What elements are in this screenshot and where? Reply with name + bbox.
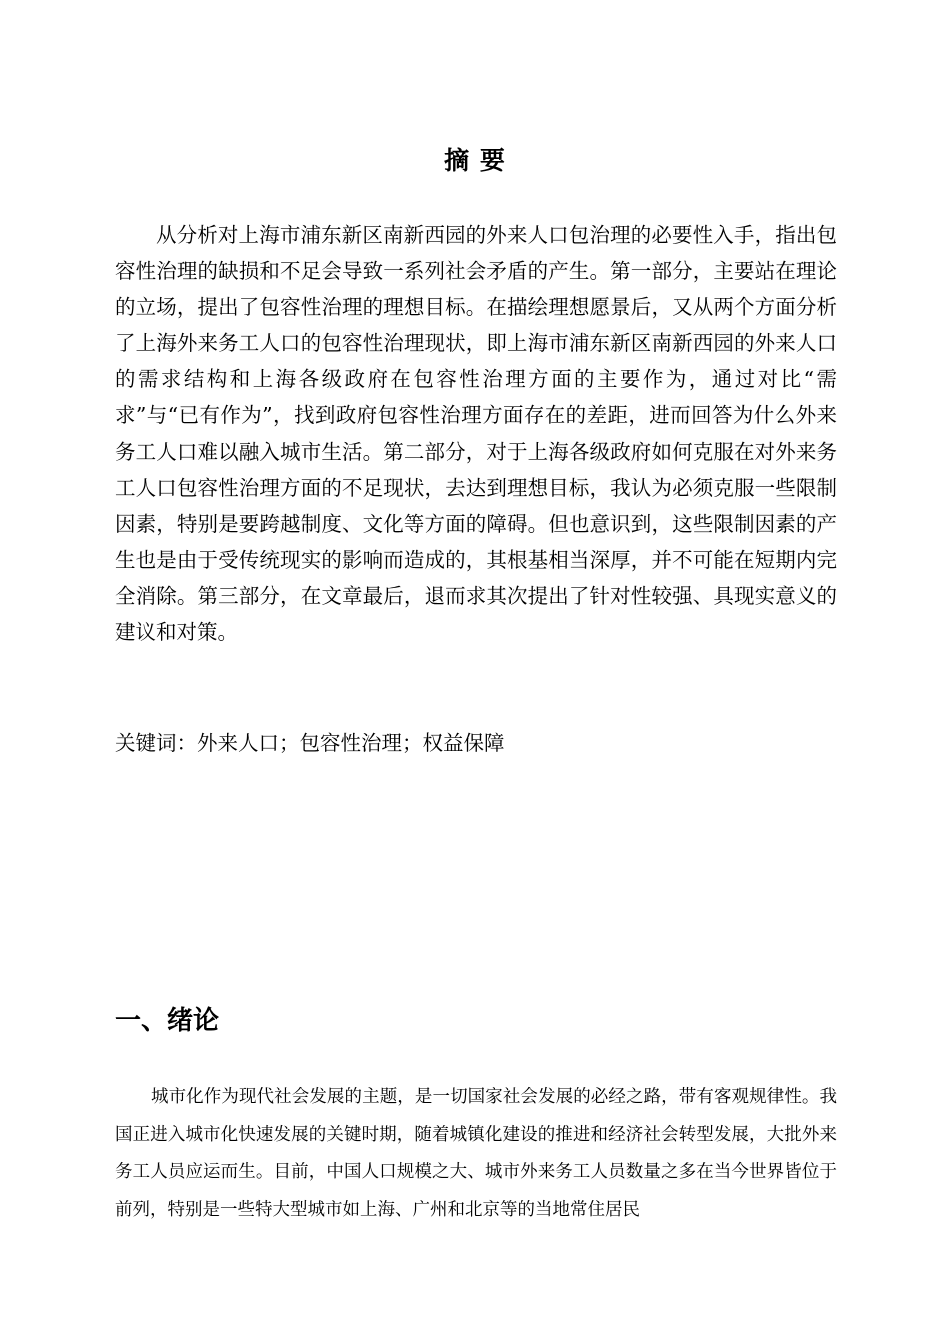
abstract-title: 摘 要: [444, 146, 506, 175]
keywords-value: 外来人口；包容性治理；权益保障: [197, 731, 505, 755]
keywords-label: 关键词：: [115, 731, 197, 755]
abstract-body: 从分析对上海市浦东新区南新西园的外来人口包治理的必要性入手，指出包容性治理的缺损和不足会导致一系列社会矛盾的产生。第一部分，主要站在理论的立场，提出了包容性治理的理想目标。在描绘理想愿景后，又从两个方面分析了上海外来务工人口的包容性治理现状，即上海市浦东新区南新西园的外来人口的需求结构和上海各级政府在包容性治理方面的主要作为，通过对比“需求”与“已有作为”，找到政府包容性治理方面存在的差距，进而回答为什么外来务工人口难以融入城市生活。第二部分，对于上海各级政府如何克服在对外来务工人口包容性治理方面的不足现状，去达到理想目标，我认为必须克服一些限制因素，特别是要跨越制度、文化等方面的障碍。但也意识到，这些限制因素的产生也是由于受传统现实的影响而造成的，其根基相当深厚，并不可能在短期内完全消除。第三部分，在文章最后，退而求其次提出了针对性较强、具现实意义的建议和对策。: [115, 223, 837, 645]
keywords-line: [115, 725, 837, 761]
introduction-body: 城市化作为现代社会发展的主题，是一切国家社会发展的必经之路，带有客观规律性。我国正进入城市化快速发展的关键时期，随着城镇化建设的推进和经济社会转型发展，大批外来务工人员应运而生。目前，中国人口规模之大、城市外来务工人员数量之多在当今世界皆位于前列，特别是一些特大型城市如上海、广州和北京等的当地常住居民: [115, 1087, 837, 1220]
section-heading-introduction: 一、绪论: [115, 1006, 220, 1036]
